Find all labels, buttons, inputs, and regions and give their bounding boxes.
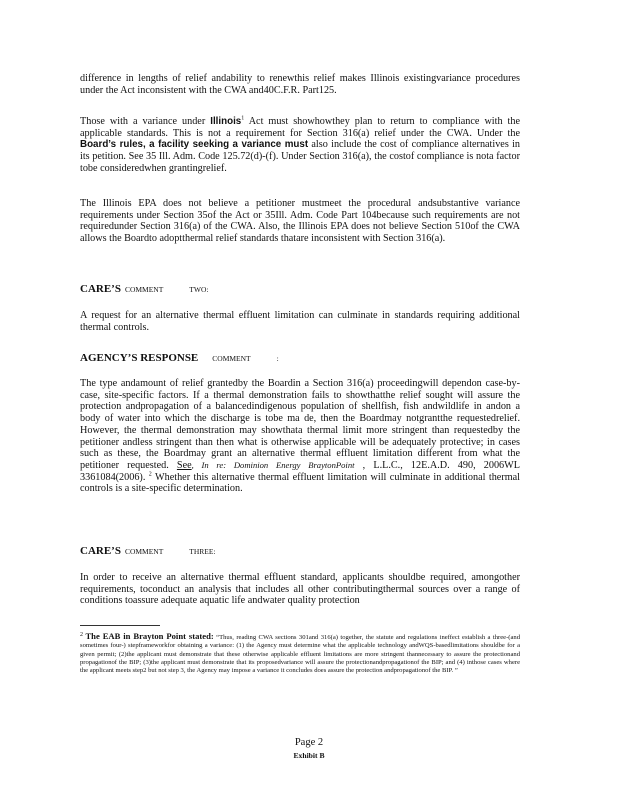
footnote-2 <box>80 632 520 675</box>
paragraph-2-bold: Board’s rules, a facility seeking a variance must <box>80 139 309 151</box>
heading-2-main: AGENCY’S RESPONSE <box>80 352 199 364</box>
paragraph-1-text: difference in lengths of relief andability to renewthis relief makes Illinois existingvariance procedures under the Act inconsistent with the CWA and40C.F.R. Part125. <box>80 73 520 96</box>
footnote-lead: The EAB in Brayton Point stated: <box>85 631 214 641</box>
heading-1-comment: COMMENT <box>124 285 164 294</box>
page-number: Page 2 <box>294 737 324 748</box>
section-heading-agency-response <box>80 352 279 364</box>
heading-2-colon: : <box>276 354 279 363</box>
heading-3-comment: COMMENT <box>124 547 164 556</box>
heading-1-number: TWO: <box>189 285 209 294</box>
paragraph-5-text-b: , L.L.C., 12E.A.D. 490, 2006WL 3361084(2006). <box>80 459 520 483</box>
section-heading-care-comment-two <box>80 283 208 295</box>
footnote-ref-1: 1 <box>241 115 245 122</box>
paragraph-2-text-c: also include the cost of compliance alternatives in its petition. See 35 Ill. Adm. Code 125.72(d)-(f). Under Section 316(a), the costof compliance is nota factor tobe consideredwhen grantingrelief. <box>80 139 521 174</box>
paragraph-5-text-c: Whether this alternative thermal effluent limitation will culminate in additional thermal controls is a site-specific determination. <box>80 471 520 495</box>
heading-3-main: CARE’S <box>80 545 121 557</box>
see-citation-signal: See <box>176 459 192 471</box>
paragraph-4 <box>80 310 520 333</box>
footnote-text: “Thus, reading CWA sections 301and 316(a) together, the statute and regulations ineffect establish a three-(and sometimes four-) stepframeworkfor obtaining a variance: (1) the Agency must determine what the applicable technology andWQS-basedlimitations shouldbe for a given permit; (2)the applicant must demonstrate that these otherwise applicable effluent limitations are more stringent thannecessary to assure the protectionand propagationof the BIP; (3)the applicant must demonstrate that its proposedvariance will assure the protectionandpropagationof the BIP; and (4) inthose cases where the applicant meets step2 but not step 3, the Agency may impose a variance it concludes does assure the protection andpropagationof the BIP. ” <box>80 634 520 675</box>
footnote-number: 2 <box>80 631 83 638</box>
footnote-divider <box>80 625 160 626</box>
paragraph-3-text: The Illinois EPA does not believe a petitioner mustmeet the procedural andsubstantive variance requirements under Section 35of the Act or 35Ill. Adm. Code Part 104because such requirements are not requiredunder Section 316(a) of the CWA. Also, the Illinois EPA does not believe Section 510of the CWA allows the Boardto adoptthermal relief standards thatare inconsistent with Section 316(a). <box>80 198 520 245</box>
paragraph-2-text-b: Act must showhowthey plan to return to compliance with the applicable standards. This is not a requirement for Section 316(a) relief under the CWA. Under the <box>80 116 520 139</box>
paragraph-6 <box>80 572 520 607</box>
exhibit-label: Exhibit B <box>293 751 325 760</box>
paragraph-3 <box>80 198 520 245</box>
paragraph-6-text: In order to receive an alternative thermal effluent standard, applicants shouldbe required, amongother requirements, toconduct an analysis that includes all other contributingthermal sources over a range of conditions toassure adequate aquatic life andwater quality protection <box>80 572 520 607</box>
footnote-ref-2: 2 <box>148 471 152 478</box>
case-citation: , In re: Dominion Energy BraytonPoint <box>191 459 355 470</box>
paragraph-5-text-a: The type andamount of relief grantedby the Boardin a Section 316(a) proceedingwill dependon case-by-case, site-specific factors. If a thermal demonstration fails to showthatthe relief sought will assure the protection andpropagation of a balancedindigenous population of shellfish, fish andwildlife in andon a body of water into which the discharge is tobe ma de, then the Boardmay notgrantthe requestedrelief. However, the thermal demonstration may showthata thermal limit more stringent than requestedby the petitioner andless stringent than then what is otherwise applicable will be adequately protective; in cases such as these, the Boardmay grant an alternative thermal effluent limitation different from what the petitioner requested. <box>80 378 520 471</box>
heading-1-main: CARE’S <box>80 283 121 295</box>
heading-3-number: THREE: <box>189 547 216 556</box>
heading-2-comment: COMMENT <box>212 354 251 363</box>
paragraph-1 <box>80 73 520 96</box>
paragraph-5 <box>80 378 520 495</box>
paragraph-2 <box>80 116 520 175</box>
paragraph-2-text-a: Those with a variance under <box>80 116 206 127</box>
section-heading-care-comment-three <box>80 545 216 557</box>
illinois-word: Illinois <box>210 116 242 127</box>
paragraph-4-text: A request for an alternative thermal effluent limitation can culminate in standards requiring additional thermal controls. <box>80 310 520 333</box>
